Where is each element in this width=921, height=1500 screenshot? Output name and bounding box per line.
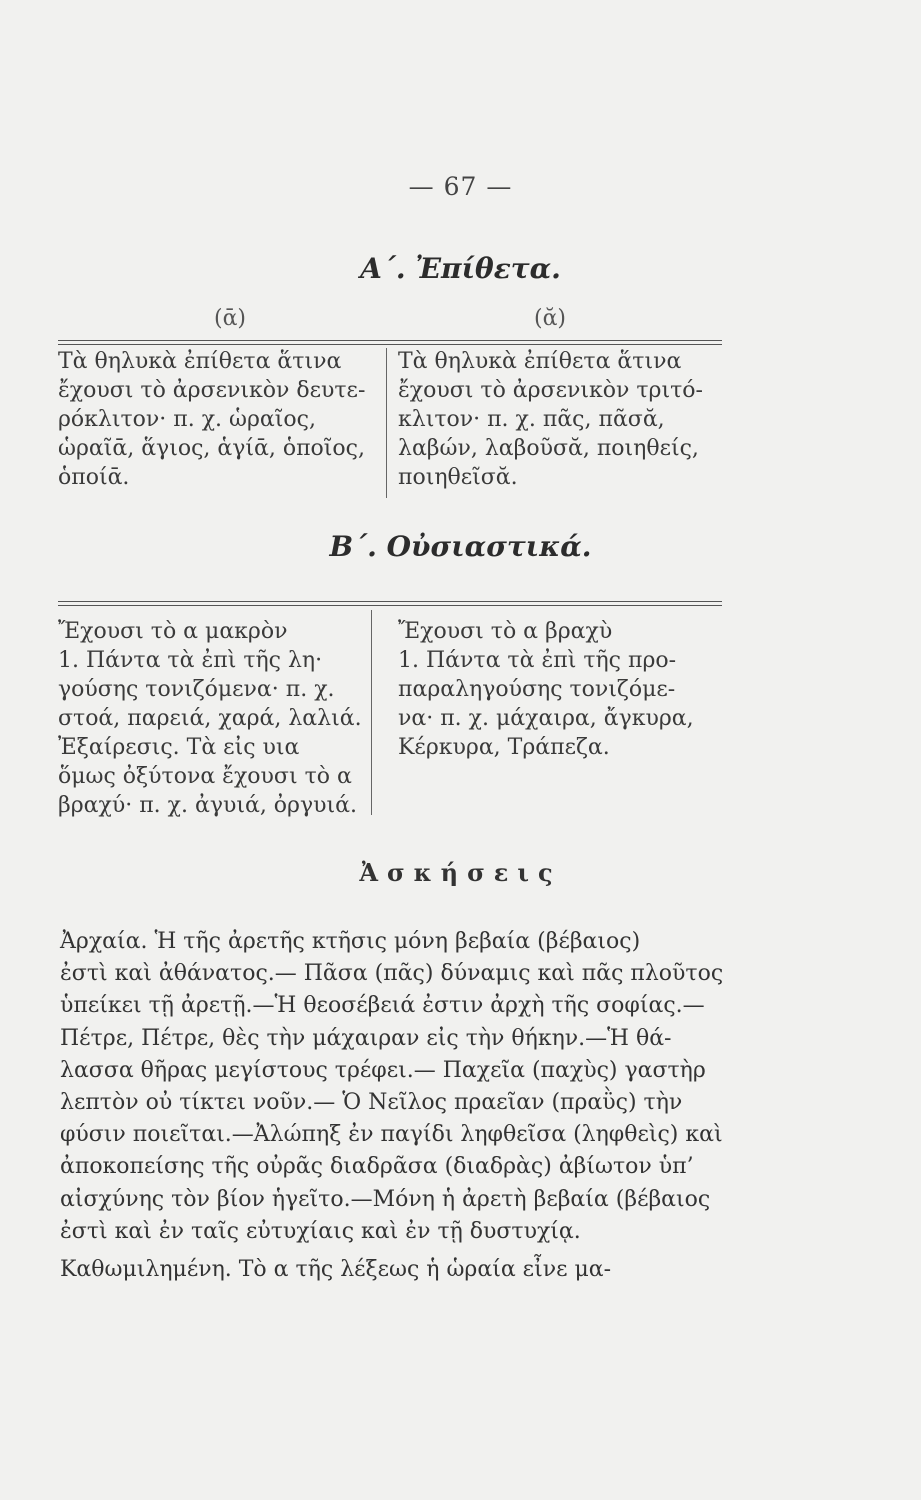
text-line: Ἔχουσι τὸ α μακρὸν [58,619,288,644]
rule-top-b [58,601,722,602]
text-line: 1. Πάντα τὰ ἐπὶ τῆς προ- [398,648,677,673]
page-number: — 67 — [408,172,513,201]
exercise-line: αἰσχύνης τὸν βίον ἡγεῖτο.—Μόνη ἡ ἀρετὴ βεβαία (βέβαιος [60,1186,711,1212]
exercise-line: Πέτρε, Πέτρε, θὲς τὴν μάχαιραν εἰς τὴν θήκην.—Ἡ θά- [60,1025,672,1051]
section-heading-epitheta: Α΄. Ἐπίθετα. [360,252,561,285]
text-line: 1. Πάντα τὰ ἐπὶ τῆς λη· [58,648,323,673]
text-line: να· π. χ. μάχαιρα, ἄγκυρα, [398,706,694,731]
text-line: Τὰ θηλυκὰ ἐπίθετα ἅτινα [58,349,342,374]
exercise-line: ὑπείκει τῇ ἀρετῇ.—Ἡ θεοσέβειά ἐστιν ἀρχὴ τῆς σοφίας.— [60,993,705,1019]
text-line: λαβών, λαβοῦσᾰ, ποιηθείς, [398,436,699,461]
adjectives-short-alpha-column [398,347,726,492]
column-divider-b [371,610,372,815]
exercise-line: λασσα θῆρας μεγίστους τρέφει.— Παχεῖα (παχὺς) γαστὴρ [60,1057,706,1083]
text-line: ὅμως ὀξύτονα ἔχουσι τὸ α [58,764,352,789]
text-line: Ἔχουσι τὸ α βραχὺ [398,619,613,644]
right-column-marker: (ᾰ) [533,306,567,331]
text-line: κλιτον· π. χ. πᾶς, πᾶσᾰ, [398,407,665,432]
nouns-long-alpha-column [58,617,366,820]
text-line: γούσης τονιζόμενα· π. χ. [58,677,335,702]
exercise-line: ἐστὶ καὶ ἀθάνατος.— Πᾶσα (πᾶς) δύναμις καὶ πᾶς πλοῦτος [60,961,724,987]
adjectives-long-alpha-column [58,347,380,492]
exercise-line: φύσιν ποιεῖται.—Ἀλώπηξ ἐν παγίδι ληφθεῖσα (ληφθεὶς) καὶ [60,1122,723,1148]
section-heading-ousiastika: Β΄. Οὐσιαστικά. [329,530,592,563]
text-line: Τὰ θηλυκὰ ἐπίθετα ἅτινα [398,349,682,374]
text-line: παραληγούσης τονιζόμε- [398,677,676,702]
rule-top-b-2 [58,605,722,606]
exercises-title: Ἀσκήσεις [359,858,562,887]
rule-top-a-2 [58,344,722,345]
exercise-line: Ἀρχαία. Ἡ τῆς ἀρετῆς κτῆσις μόνη βεβαία (βέβαιος) [60,929,641,954]
column-divider-a [386,348,387,498]
exercises-text [60,926,870,1286]
exercise-line: ἐστὶ καὶ ἐν ταῖς εὐτυχίαις καὶ ἐν τῇ δυστυχίᾳ. [60,1218,581,1244]
left-column-marker: (ᾱ) [213,306,247,331]
text-line: Κέρκυρα, Τράπεζα. [398,735,610,760]
text-line: ὁποίᾱ. [58,465,130,490]
text-line: ὡραῖᾱ, ἅγιος, ἁγίᾱ, ὁποῖος, [58,436,365,461]
kathomilimeni-line: Καθωμιλημένη. Τὸ α τῆς λέξεως ἡ ὡραία εἶνε μα- [60,1257,612,1283]
text-line: ποιηθεῖσᾰ. [398,465,518,490]
nouns-short-alpha-column [398,617,728,762]
exercise-line: ἀποκοπείσης τῆς οὐρᾶς διαδρᾶσα (διαδρὰς) ἀβίωτον ὑπ’ [60,1154,694,1180]
exercise-line: λεπτὸν οὐ τίκτει νοῦν.— Ὁ Νεῖλος πραεῖαν (πραῢς) τὴν [60,1090,683,1116]
text-line: στοά, παρειά, χαρά, λαλιά. [58,706,362,731]
text-line: ἔχουσι τὸ ἀρσενικὸν δευτε- [58,378,366,403]
text-line: ἔχουσι τὸ ἀρσενικὸν τριτό- [398,378,703,403]
text-line: Ἐξαίρεσις. Τὰ εἰς υια [58,735,300,760]
text-line: ρόκλιτον· π. χ. ὡραῖος, [58,407,316,432]
rule-top-a [58,340,722,341]
text-line: βραχύ· π. χ. ἀγυιά, ὀργυιά. [58,793,357,818]
